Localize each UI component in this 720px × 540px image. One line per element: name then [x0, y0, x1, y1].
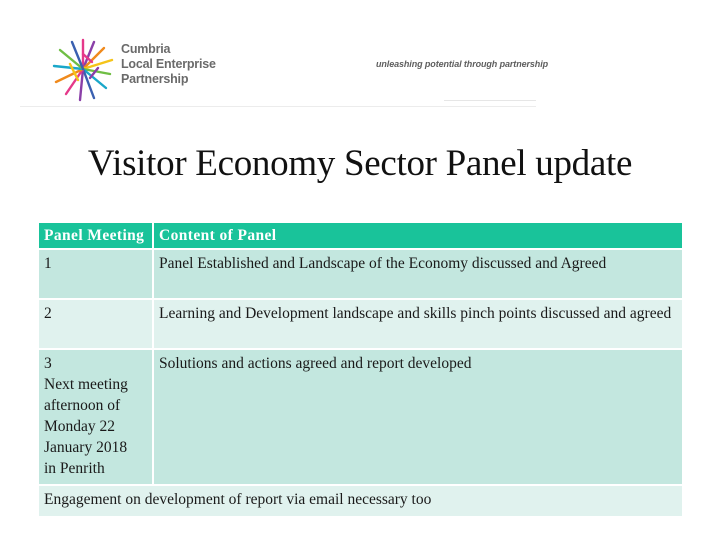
header-band — [20, 30, 549, 107]
divider — [444, 100, 536, 101]
content-cell: Learning and Development landscape and skills pinch points discussed and agreed — [153, 299, 683, 349]
meeting-number: 1 — [44, 255, 52, 272]
table-row — [38, 249, 683, 299]
meeting-number: 2 — [44, 305, 52, 322]
logo-line-1: Cumbria — [121, 42, 171, 56]
meeting-cell — [38, 299, 153, 349]
logo-line-2: Local Enterprise — [121, 57, 216, 71]
page-title: Visitor Economy Sector Panel update — [87, 143, 633, 184]
table-footer-row — [38, 485, 683, 517]
panel-table — [37, 221, 684, 518]
meeting-note-line: in Penrith — [44, 460, 105, 477]
logo-icon — [48, 34, 118, 104]
content-cell: Solutions and actions agreed and report developed — [153, 349, 683, 485]
tagline: unleashing potential through partnership — [376, 59, 549, 69]
meeting-note-line: Next meeting — [44, 376, 128, 393]
meeting-note-line: afternoon of — [44, 397, 121, 414]
table-header-row — [38, 222, 683, 249]
meeting-cell — [38, 349, 153, 485]
meeting-cell — [38, 249, 153, 299]
content-cell: Panel Established and Landscape of the Economy discussed and Agreed — [153, 249, 683, 299]
column-header-meeting: Panel Meeting — [38, 222, 153, 249]
footer-note: Engagement on development of report via email necessary too — [38, 485, 683, 517]
table-row — [38, 349, 683, 485]
table-row — [38, 299, 683, 349]
meeting-note-line: Monday 22 — [44, 418, 116, 435]
meeting-number: 3 — [44, 355, 52, 372]
logo-line-3: Partnership — [121, 72, 189, 86]
column-header-content: Content of Panel — [153, 222, 683, 249]
logo-wordmark — [121, 42, 216, 87]
meeting-note-line: January 2018 — [44, 439, 128, 456]
